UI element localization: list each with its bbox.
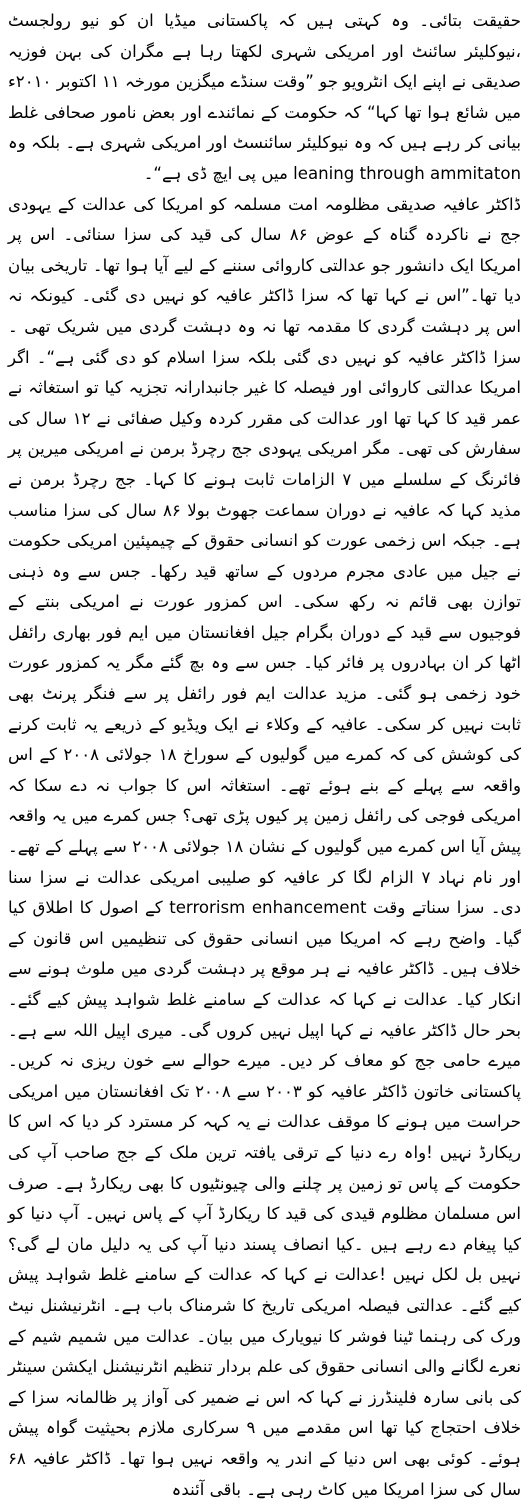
- article-body: [8, 6, 521, 1505]
- paragraph-intro: حقیقت بتائی۔ وہ کہتی ہیں کہ پاکستانی میڈیا ان کو نیو رولجسٹ ،نیوکلیئر سائنٹ اور امریکی شہری لکھتا رہا ہے مگران کی بہن فوزیہ صدیقی نے اپنے ایک انٹرویو جو ”وقت سنڈے میگزین مورخہ ۱۱ اکتوبر ۲۰۱۰ء میں شائع ہوا تھا کہا“ کہ حکومت کے نمائندے اور بعض نامور صحافی غلط بیانی کر رہے ہیں کہ وہ نیوکلیئر سائنسٹ اور امریکی شہری ہے۔ بلکہ وہ leaning through ammitaton میں پی ایچ ڈی ہے“۔: [7, 11, 521, 183]
- paragraph-main: ڈاکٹر عافیہ صدیقی مظلومہ امت مسلمہ کو امریکا کی عدالت کے یہودی جج نے ناکردہ گناہ کے عوض ۸۶ سال کی قید کی سزا سنائی۔ اس پر امریکا ایک دانشور جو عدالتی کاروائی سننے کے لیے آیا ہوا تھا۔ تاریخی بیان دیا تھا۔”اس نے کہا تھا کہ سزا ڈاکٹر عافیہ کو نہیں دی گئی۔ کیونکہ نہ اس پر دہشت گردی کا مقدمہ تھا نہ وہ دہشت گردی میں شریک تھی ۔سزا ڈاکٹر عافیہ کو نہیں دی گئی بلکہ سزا اسلام کو دی گئی ہے“۔ اگر امریکا عدالتی کاروائی اور فیصلہ کا غیر جانبدارانہ تجزیہ کیا تو استغاثہ نے عمر قید کا کہا تھا اور عدالت کی مقرر کردہ وکیل صفائی نے ۱۲ سال کی سفارش کی تھی۔ مگر امریکی یہودی جج رچرڈ برمن نے امریکی میرین پر فائرنگ کے سلسلے میں ۷ الزامات ثابت ہونے کا کہا۔ جج رچرڈ برمن نے مذید کہا کہ عافیہ نے دوران سماعت جھوٹ بولا ۸۶ سال کی سزا مناسب ہے۔ جبکہ اس زخمی عورت کو انسانی حقوق کے چیمپئین امریکی حکومت نے جیل میں عادی مجرم مردوں کے ساتھ قید رکھا۔ جس سے وہ ذہنی توازن بھی قائم نہ رکھ سکی۔ اس کمزور عورت نے امریکی بنتے کے فوجیوں سے قید کے دوران بگرام جیل افغانستان میں ایم فور بھاری رائفل اٹھا کر ان بہادروں پر فائر کیا۔ جس سے وہ بچ گئے مگر یہ کمزور عورت خود زخمی ہو گئی۔ مزید عدالت ایم فور رائفل پر سے فنگر پرنٹ بھی ثابت نہیں کر سکی۔ عافیہ کے وکلاء نے ایک ویڈیو کے ذریعے یہ ثابت کرنے کی کوشش کی کہ کمرے میں گولیوں کے سوراخ ۱۸ جولائی ۲۰۰۸ کے اس واقعہ سے پہلے کے بنے ہوئے تھے۔ استغاثہ اس کا جواب نہ دے سکا کہ امریکی فوجی کی رائفل زمین پر کیوں پڑی تھی؟ جس کمرے میں یہ واقعہ پیش آیا اس کمرے میں گولیوں کے نشان ۱۸ جولائی ۲۰۰۸ سے پہلے کے تھے۔ اور نام نہاد ۷ الزام لگا کر عافیہ کو صلیبی امریکی عدالت نے سزا سنا دی۔ سزا سناتے وقت terrorism enhancement کے اصول کا اطلاق کیا گیا۔ واضح رہے کہ امریکا میں انسانی حقوق کی تنظیمیں اس قانون کے خلاف ہیں۔ ڈاکٹر عافیہ نے ہر موقع پر دہشت گردی میں ملوث ہونے سے انکار کیا۔ عدالت نے کہا کہ عدالت کے سامنے غلط شواہد پیش کیے گئے۔ بحر حال ڈاکٹر عافیہ نے کہا اپیل نہیں کروں گی۔ میری اپیل اللہ سے ہے۔ میرے حامی جج کو معاف کر دیں۔ میرے حوالے سے خون ریزی نہ کریں۔ پاکستانی خاتون ڈاکٹر عافیہ کو ۲۰۰۳ سے ۲۰۰۸ تک افغانستان میں امریکی حراست میں ہونے کا موقف عدالت نے یہ کہہ کر مسترد کر دیا کہ اس کا ریکارڈ نہیں !واہ رے دنیا کے ترقی یافتہ ترین ملک کے جج صاحب آپ کی حکومت کے پاس تو زمین پر چلنے والی چیونٹیوں کا بھی ریکارڈ ہے۔ صرف اس مسلمان مظلوم قیدی کی قید کا ریکارڈ آپ کے پاس نہیں۔ آپ دنیا کو کیا پیغام دے رہے ہیں ۔کیا انصاف پسند دنیا آپ کی یہ دلیل مان لے گی؟ نہیں بل لکل نہیں !عدالت نے کہا کہ عدالت کے سامنے غلط شواہد پیش کیے گئے۔ عدالتی فیصلہ امریکی تاریخ کا شرمناک باب ہے۔ انٹرنیشنل نیٹ ورک کی رہنما ٹینا فوشر کا نیویارک میں بیان۔ عدالت میں شمیم شیم کے نعرے لگانے والی انسانی حقوق کی علم بردار تنظیم انٹرنیشنل ایکشن سینٹر کی بانی سارہ فلینڈرز نے کہا کہ اس نے ضمیر کی آواز پر ظالمانہ سزا کے خلاف احتجاج کیا تھا اس مقدمے میں ۹ سرکاری ملازم بحیثیت گواہ پیش ہوئے۔ کوئی بھی اس دنیا کے اندر یہ واقعہ نہیں ہوا تھا۔ ڈاکٹر عافیہ ۶۸ سال کی سزا امریکا میں کاٹ رہی ہے۔ باقی آئندہ: [8, 194, 522, 1499]
